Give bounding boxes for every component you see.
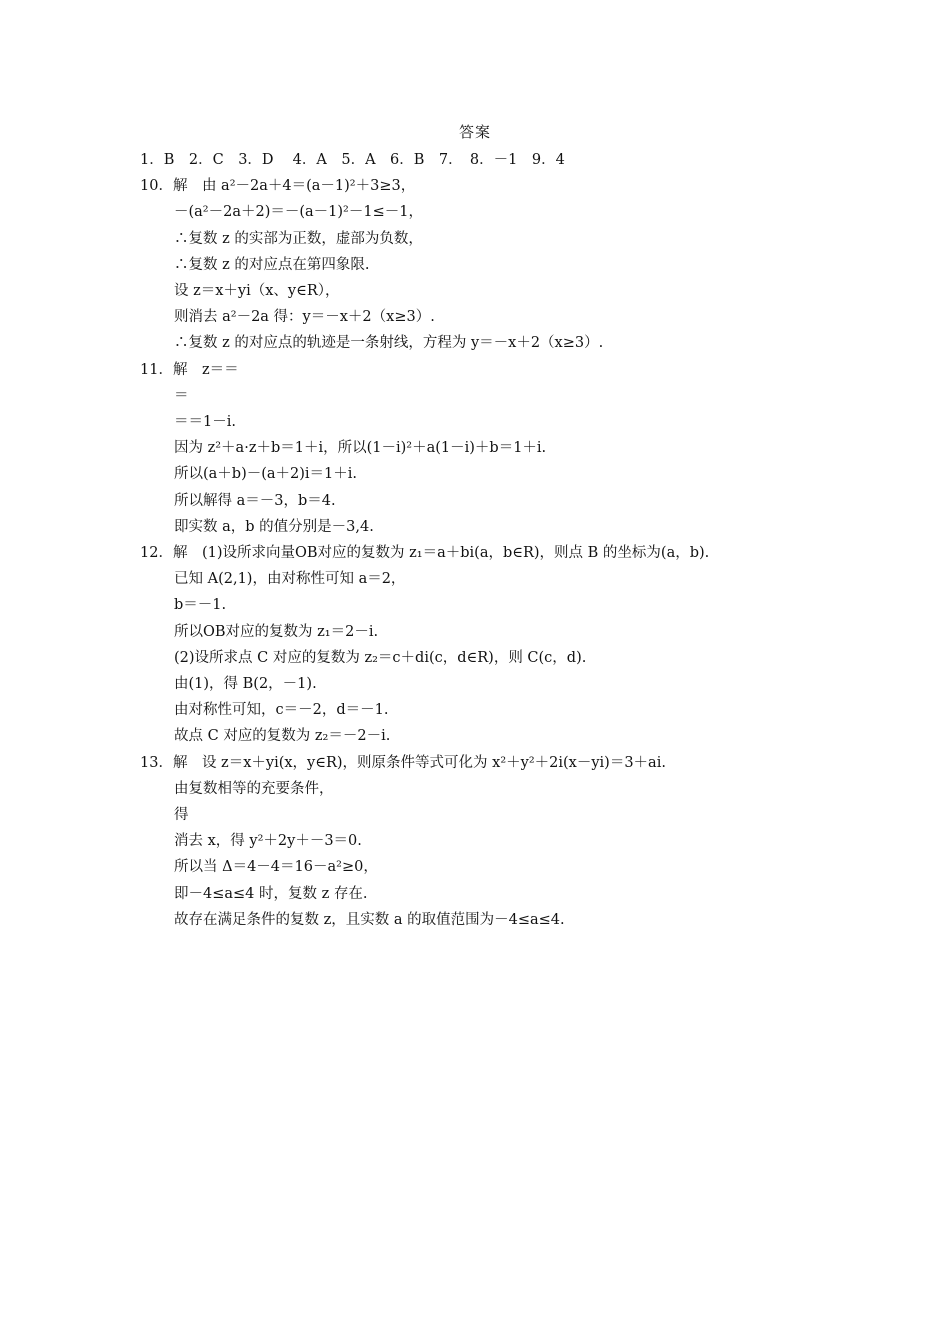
answer-line: b＝－1. [174, 597, 227, 614]
answer-line: 由(1)，得 B(2，－1). [174, 676, 317, 692]
answer-line: ∴复数 z 的对应点的轨迹是一条射线，方程为 y＝－x＋2（x≥3）. [174, 335, 604, 352]
answer-line: 所以解得 a＝－3，b＝4. [174, 492, 336, 509]
answer-line: 所以OB对应的复数为 z₁＝2－i. [174, 623, 379, 640]
answer-line: 已知 A(2,1)，由对称性可知 a＝2， [174, 571, 406, 588]
answer-line: (2)设所求点 C 对应的复数为 z₂＝c＋di(c，d∈R)，则 C(c，d). [174, 649, 587, 666]
answer-line: ∴复数 z 的实部为正数，虚部为负数， [174, 230, 423, 247]
page-title: 答案 [458, 123, 491, 141]
answer-line: 由对称性可知，c＝－2，d＝－1. [174, 702, 389, 719]
answer-line: －(a²－2a＋2)＝－(a－1)²－1≤－1， [174, 204, 423, 221]
answer-line: ＝ [174, 387, 189, 404]
answer-line: 12．解 (1)设所求向量OB对应的复数为 z₁＝a＋bi(a，b∈R)，则点 B 的坐标为(a，b). [140, 545, 710, 561]
answer-line: 得 [174, 807, 189, 823]
answer-line: 即－4≤a≤4 时，复数 z 存在. [174, 885, 368, 902]
answer-line: 因为 z²＋a·z＋b＝1＋i，所以(1－i)²＋a(1－i)＋b＝1＋i. [174, 440, 547, 457]
answer-line: 11．解 z＝＝ [140, 361, 239, 378]
answer-line: ∴复数 z 的对应点在第四象限. [174, 256, 370, 273]
answer-line: 设 z＝x＋yi（x、y∈R）， [174, 283, 340, 299]
answer-line: 即实数 a，b 的值分别是－3,4. [174, 518, 374, 535]
answer-line: 所以当 Δ＝4－4＝16－a²≥0， [174, 859, 378, 876]
answer-line: 1．B 2．C 3．D 4．A 5．A 6．B 7． 8．－1 9．4 [140, 152, 565, 168]
answer-line: 13．解 设 z＝x＋yi(x，y∈R)，则原条件等式可化为 x²＋y²＋2i(x－yi)＝3＋ai. [140, 754, 666, 771]
answer-line: 则消去 a²－2a 得：y＝－x＋2（x≥3）. [174, 309, 435, 326]
answer-line: 故点 C 对应的复数为 z₂＝－2－i. [174, 728, 391, 745]
answer-line: ＝＝1－i. [174, 414, 236, 430]
answer-line: 消去 x，得 y²＋2y＋－3＝0. [174, 833, 362, 850]
answer-line: 10．解 由 a²－2a＋4＝(a－1)²＋3≥3， [140, 178, 416, 195]
answer-line: 故存在满足条件的复数 z，且实数 a 的取值范围为－4≤a≤4. [174, 911, 565, 928]
answer-line: 由复数相等的充要条件， [174, 780, 334, 797]
answer-line: 所以(a＋b)－(a＋2)i＝1＋i. [174, 466, 358, 483]
